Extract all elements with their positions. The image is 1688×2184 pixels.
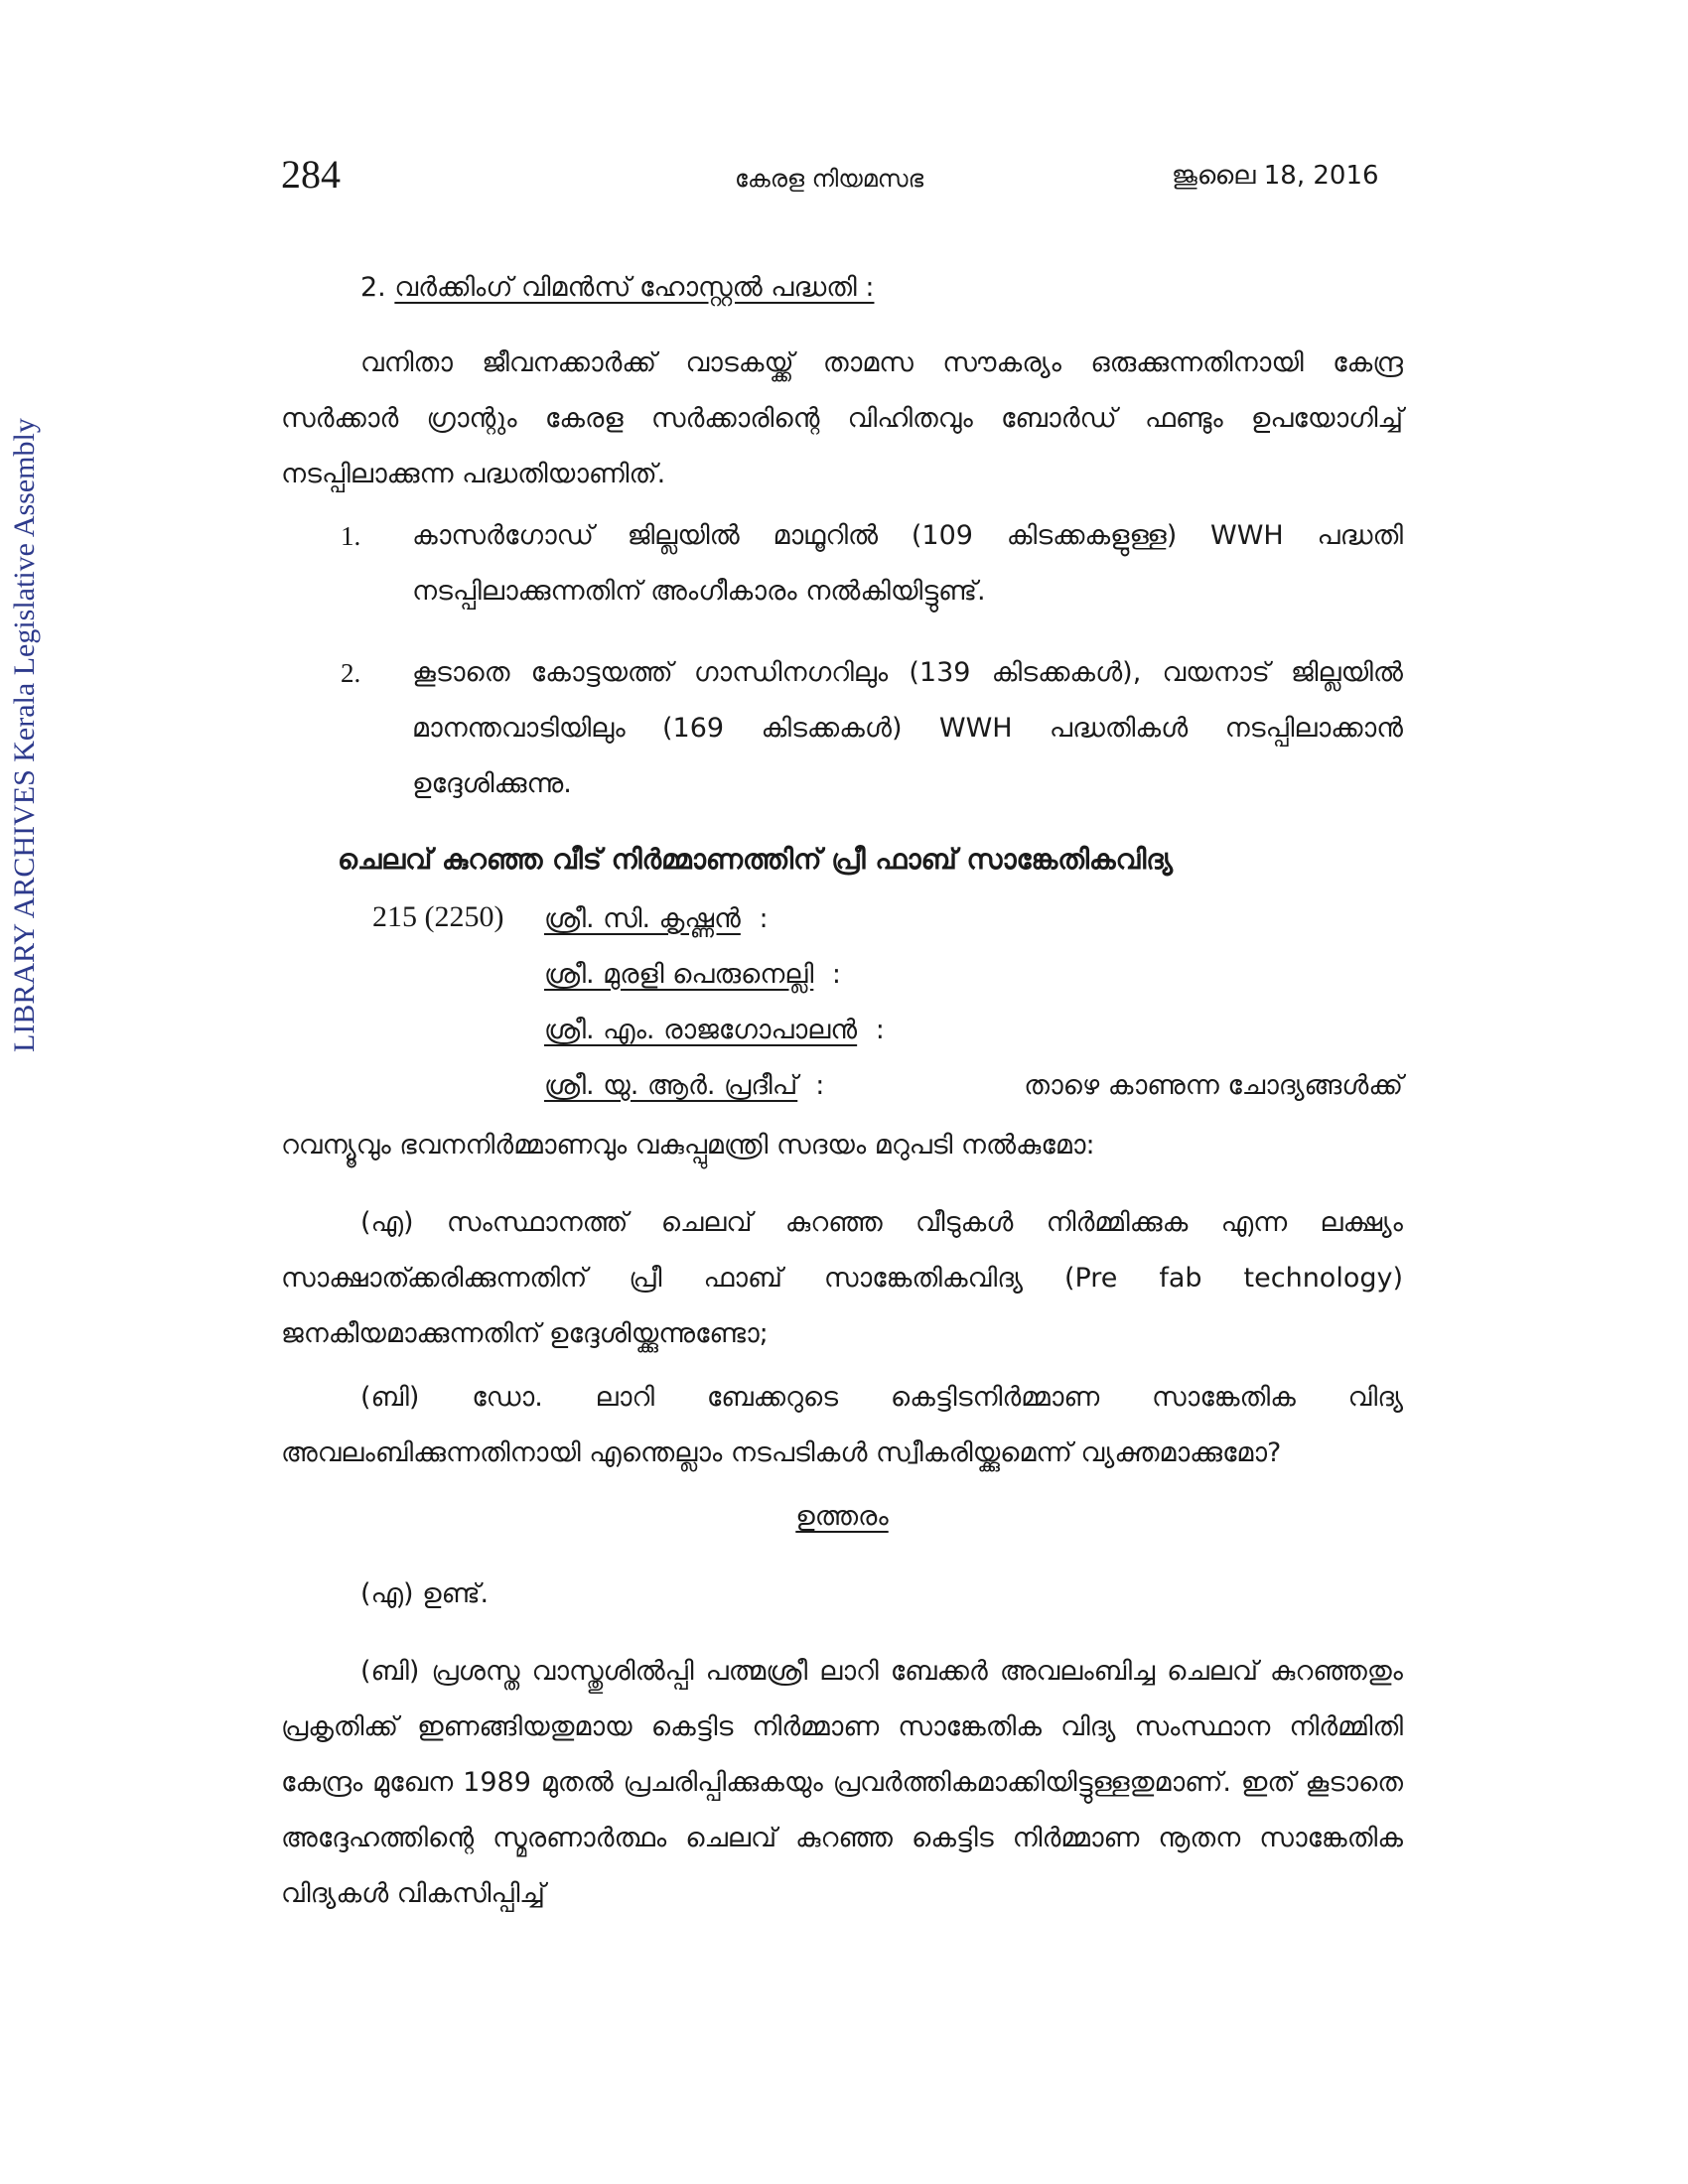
- section-heading: [281, 260, 1403, 316]
- list-item: [341, 645, 1403, 812]
- member-name: ശ്രീ. സി. കൃഷ്ണൻ: [544, 903, 741, 934]
- answer-heading: ഉത്തരം: [795, 1501, 889, 1532]
- question-title: ചെലവ് കുറഞ്ഞ വീട് നിർമ്മാണത്തിന് പ്രീ ഫാബ് സാങ്കേതികവിദ്യ: [338, 843, 1174, 876]
- member-line: ശ്രീ. എം. രാജഗോപാലൻ :: [544, 1015, 885, 1045]
- member-name: ശ്രീ. എം. രാജഗോപാലൻ: [544, 1015, 858, 1045]
- list-text: കാസർഗോഡ് ജില്ലയിൽ മാഥൂറിൽ (109 കിടക്കകളുള്ള) WWH പദ്ധതി നടപ്പിലാക്കുന്നതിന് അംഗീകാരം നൽകിയിട്ടുണ്ട്.: [412, 520, 1403, 607]
- member-name: ശ്രീ. യു. ആർ. പ്രദീപ്: [544, 1070, 798, 1101]
- header-date: ജൂലൈ 18, 2016: [1172, 161, 1379, 191]
- question-ask-continued: റവന്യൂവും ഭവനനിർമ്മാണവും വകുപ്പുമന്ത്രി സദയം മറുപടി നൽകുമോ:: [281, 1130, 1095, 1160]
- running-title: കേരള നിയമസഭ: [735, 165, 924, 193]
- question-part-a: (എ) സംസ്ഥാനത്ത് ചെലവ് കുറഞ്ഞ വീടുകൾ നിർമ്മിക്കുക എന്ന ലക്ഷ്യം സാക്ഷാത്ക്കരിക്കുന്നതിന് പ്രീ ഫാബ് സാങ്കേതികവിദ്യ (Pre fab technology) ജനകീയമാക്കുന്നതിന് ഉദ്ദേശിയ്ക്കുന്നുണ്ടോ;: [281, 1207, 1403, 1349]
- answer-part-a: (എ) ഉണ്ട്.: [360, 1578, 490, 1609]
- list-item: [341, 508, 1403, 619]
- section-paragraph: വനിതാ ജീവനക്കാർക്ക് വാടകയ്ക്ക് താമസ സൗകര്യം ഒരുക്കുന്നതിനായി കേന്ദ്ര സർക്കാർ ഗ്രാന്റും കേരള സർക്കാരിന്റെ വിഹിതവും ബോർഡ് ഫണ്ടും ഉപയോഗിച്ച് നടപ്പിലാക്കുന്ന പദ്ധതിയാണിത്.: [281, 347, 1403, 489]
- question-ask: താഴെ കാണുന്ന ചോദ്യങ്ങൾക്ക്: [1024, 1070, 1403, 1101]
- member-line: ശ്രീ. യു. ആർ. പ്രദീപ് : താഴെ കാണുന്ന ചോദ്യങ്ങൾക്ക്: [544, 1070, 1403, 1101]
- list-number: 2.: [341, 658, 361, 688]
- answer-part-b: (ബി) പ്രശസ്ത വാസ്തുശിൽപ്പി പത്മശ്രീ ലാറി ബേക്കർ അവലംബിച്ച ചെലവ് കുറഞ്ഞതും പ്രകൃതിക്ക് ഇണങ്ങിയതുമായ കെട്ടിട നിർമ്മാണ സാങ്കേതിക വിദ്യ സംസ്ഥാന നിർമ്മിതി കേന്ദ്രം മുഖേന 1989 മുതൽ പ്രചരിപ്പിക്കുകയും പ്രവർത്തികമാക്കിയിട്ടുള്ളതുമാണ്. ഇത് കൂടാതെ അദ്ദേഹത്തിന്റെ സ്മരണാർത്ഥം ചെലവ് കുറഞ്ഞ കെട്ടിട നിർമ്മാണ നൂതന സാങ്കേതിക വിദ്യകൾ വികസിപ്പിച്ച്: [281, 1656, 1403, 1909]
- list-text: കൂടാതെ കോട്ടയത്ത് ഗാന്ധിനഗറിലും (139 കിടക്കകൾ), വയനാട് ജില്ലയിൽ മാനന്തവാടിയിലും (169 കിടക്കകൾ) WWH പദ്ധതികൾ നടപ്പിലാക്കാൻ ഉദ്ദേശിക്കുന്നു.: [412, 657, 1403, 799]
- library-watermark: LIBRARY ARCHIVES Kerala Legislative Assembly: [8, 418, 41, 1052]
- member-name: ശ്രീ. മുരളി പെരുനെല്ലി: [544, 959, 814, 990]
- member-line: ശ്രീ. സി. കൃഷ്ണൻ :: [544, 903, 769, 934]
- member-line: ശ്രീ. മുരളി പെരുനെല്ലി :: [544, 959, 842, 990]
- list-number: 1.: [341, 521, 361, 551]
- section-number: 2.: [360, 272, 386, 303]
- question-number: 215 (2250): [372, 900, 504, 933]
- section-title: വർക്കിംഗ് വിമൻസ് ഹോസ്റ്റൽ പദ്ധതി :: [394, 272, 875, 303]
- question-part-b: (ബി) ഡോ. ലാറി ബേക്കറുടെ കെട്ടിടനിർമ്മാണ സാങ്കേതിക വിദ്യ അവലംബിക്കുന്നതിനായി എന്തെല്ലാം നടപടികൾ സ്വീകരിയ്ക്കുമെന്ന് വ്യക്തമാക്കുമോ?: [281, 1382, 1403, 1468]
- page-number: 284: [281, 152, 341, 197]
